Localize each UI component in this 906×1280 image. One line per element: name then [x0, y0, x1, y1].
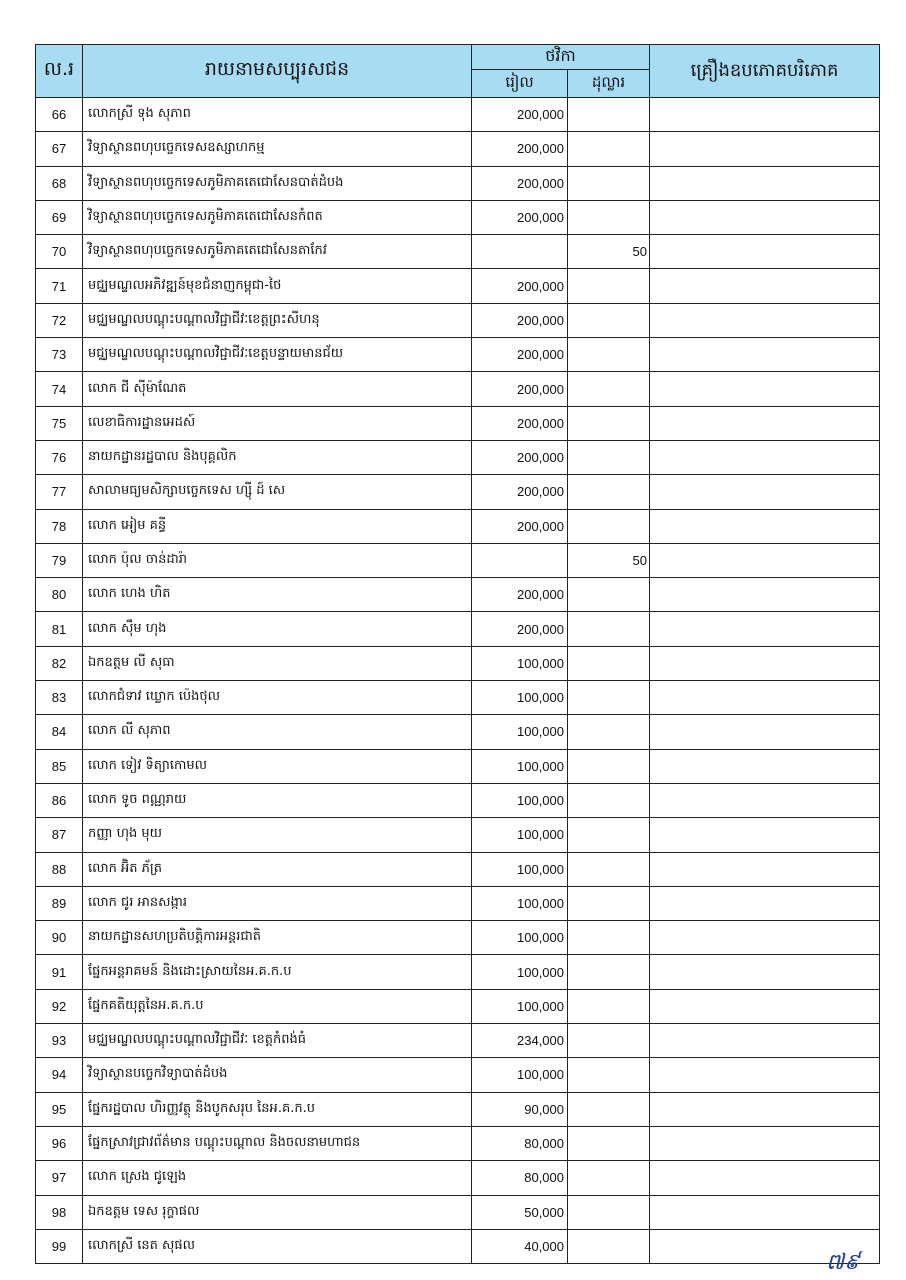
table-row [36, 989, 880, 1023]
row-number: 83 [36, 681, 83, 715]
row-number: 77 [36, 475, 83, 509]
row-number: 85 [36, 749, 83, 783]
row-number: 84 [36, 715, 83, 749]
table-row [36, 612, 880, 646]
donor-name: កញ្ញា ហុង មុយ [83, 818, 472, 852]
amount-riel: 200,000 [472, 440, 568, 474]
donor-name: មជ្ឈមណ្ឌលបណ្តុះបណ្តាលវិជ្ជាជីវៈខេត្តបន្ទាយមានជ័យ [83, 338, 472, 372]
amount-dollar [568, 200, 650, 234]
materials-cell [650, 372, 880, 406]
materials-cell [650, 1126, 880, 1160]
materials-cell [650, 578, 880, 612]
row-number: 81 [36, 612, 83, 646]
table-row [36, 372, 880, 406]
materials-cell [650, 1195, 880, 1229]
materials-cell [650, 783, 880, 817]
amount-riel: 234,000 [472, 1024, 568, 1058]
donor-name: សាលាមធ្យមសិក្សាបច្ចេកទេស ហ្ស៊ី ដ៍ សេ [83, 475, 472, 509]
materials-cell [650, 303, 880, 337]
materials-cell [650, 98, 880, 132]
amount-dollar [568, 475, 650, 509]
table-row [36, 338, 880, 372]
amount-dollar [568, 372, 650, 406]
amount-riel [472, 235, 568, 269]
donor-name: លោក ហេង ហិត [83, 578, 472, 612]
table-row [36, 1024, 880, 1058]
row-number: 97 [36, 1161, 83, 1195]
materials-cell [650, 235, 880, 269]
donor-table [35, 44, 880, 1264]
row-number: 70 [36, 235, 83, 269]
table-row [36, 406, 880, 440]
amount-dollar [568, 509, 650, 543]
row-number: 82 [36, 646, 83, 680]
row-number: 71 [36, 269, 83, 303]
row-number: 89 [36, 886, 83, 920]
row-number: 69 [36, 200, 83, 234]
materials-cell [650, 132, 880, 166]
amount-dollar [568, 818, 650, 852]
table-row [36, 303, 880, 337]
amount-riel: 50,000 [472, 1195, 568, 1229]
amount-dollar [568, 406, 650, 440]
amount-dollar [568, 166, 650, 200]
amount-riel: 200,000 [472, 509, 568, 543]
amount-dollar [568, 783, 650, 817]
header-dollar: ដុល្លារ [568, 70, 650, 98]
donor-name: មជ្ឈមណ្ឌលបណ្តុះបណ្តាលវិជ្ជាជីវៈ ខេត្តកំពង់ធំ [83, 1024, 472, 1058]
amount-dollar [568, 852, 650, 886]
amount-riel: 200,000 [472, 303, 568, 337]
donor-name: ផ្នែកអន្តរាគមន៍ និងដោះស្រាយនៃអ.គ.ក.ប [83, 955, 472, 989]
amount-dollar [568, 921, 650, 955]
row-number: 79 [36, 543, 83, 577]
row-number: 78 [36, 509, 83, 543]
donor-name: លោក ប៉ុល ចាន់ដារ៉ា [83, 543, 472, 577]
materials-cell [650, 818, 880, 852]
donor-name: លោក ស៊ឹម ហុង [83, 612, 472, 646]
amount-dollar [568, 646, 650, 680]
amount-riel: 200,000 [472, 578, 568, 612]
row-number: 90 [36, 921, 83, 955]
donor-name: លោក ទៀវ ទិត្យាកោមល [83, 749, 472, 783]
row-number: 66 [36, 98, 83, 132]
table-row [36, 715, 880, 749]
table-row [36, 1058, 880, 1092]
donor-name: លោក ជូរ អានសង្ការ [83, 886, 472, 920]
amount-dollar [568, 1229, 650, 1263]
amount-riel: 100,000 [472, 989, 568, 1023]
materials-cell [650, 200, 880, 234]
row-number: 96 [36, 1126, 83, 1160]
amount-riel: 200,000 [472, 406, 568, 440]
donor-name: វិទ្យាស្ថានបច្ចេកវិទ្យាបាត់ដំបង [83, 1058, 472, 1092]
materials-cell [650, 1161, 880, 1195]
amount-riel: 200,000 [472, 612, 568, 646]
donor-name: ផ្នែកគតិយុត្តនៃអ.គ.ក.ប [83, 989, 472, 1023]
table-row [36, 852, 880, 886]
donor-name: ឯកឧត្តម ទេស រុក្ខាផល [83, 1195, 472, 1229]
table-row [36, 166, 880, 200]
donor-name: វិទ្យាស្ថានពហុបច្ចេកទេសឧស្សាហកម្ម [83, 132, 472, 166]
materials-cell [650, 509, 880, 543]
header-cash: ថវិកា [472, 45, 650, 70]
materials-cell [650, 612, 880, 646]
donor-name: នាយកដ្ឋានសហប្រតិបត្តិការអន្តរជាតិ [83, 921, 472, 955]
table-row [36, 1161, 880, 1195]
row-number: 88 [36, 852, 83, 886]
header-number: ល.រ [36, 45, 83, 98]
amount-dollar [568, 1126, 650, 1160]
row-number: 87 [36, 818, 83, 852]
amount-riel: 80,000 [472, 1161, 568, 1195]
materials-cell [650, 715, 880, 749]
header-donor-name: រាយនាមសប្បុរសជន [83, 45, 472, 98]
table-row [36, 749, 880, 783]
row-number: 76 [36, 440, 83, 474]
row-number: 91 [36, 955, 83, 989]
row-number: 94 [36, 1058, 83, 1092]
table-row [36, 98, 880, 132]
donor-name: លោកស្រី ទុង សុភាព [83, 98, 472, 132]
table-row [36, 1195, 880, 1229]
table-row [36, 475, 880, 509]
donor-name: លេខាធិការដ្ឋានអេដស៍ [83, 406, 472, 440]
handwritten-page-number: ៧៩ [826, 1250, 860, 1275]
amount-dollar: 50 [568, 543, 650, 577]
amount-riel: 100,000 [472, 886, 568, 920]
amount-dollar [568, 98, 650, 132]
amount-dollar [568, 578, 650, 612]
donor-name: លោក លី សុភាព [83, 715, 472, 749]
amount-dollar [568, 886, 650, 920]
row-number: 93 [36, 1024, 83, 1058]
donor-name: លោកជំទាវ ឃ្លោក ប៉េងថុល [83, 681, 472, 715]
materials-cell [650, 921, 880, 955]
row-number: 74 [36, 372, 83, 406]
materials-cell [650, 269, 880, 303]
amount-dollar [568, 1161, 650, 1195]
table-row [36, 681, 880, 715]
row-number: 68 [36, 166, 83, 200]
materials-cell [650, 406, 880, 440]
amount-dollar [568, 1195, 650, 1229]
materials-cell [650, 989, 880, 1023]
amount-riel: 100,000 [472, 646, 568, 680]
amount-riel: 80,000 [472, 1126, 568, 1160]
amount-riel: 100,000 [472, 852, 568, 886]
amount-riel: 200,000 [472, 98, 568, 132]
amount-riel: 100,000 [472, 749, 568, 783]
materials-cell [650, 681, 880, 715]
table-row [36, 578, 880, 612]
donor-name: ផ្នែករដ្ឋបាល ហិរញ្ញវត្ថុ និងបូកសរុប នៃអ.គ.ក.ប [83, 1092, 472, 1126]
donor-name: វិទ្យាស្ថានពហុបច្ចេកទេសភូមិភាគតេជោសែនតាកែវ [83, 235, 472, 269]
row-number: 98 [36, 1195, 83, 1229]
table-row [36, 235, 880, 269]
amount-riel: 100,000 [472, 681, 568, 715]
materials-cell [650, 646, 880, 680]
materials-cell [650, 749, 880, 783]
row-number: 99 [36, 1229, 83, 1263]
amount-dollar [568, 338, 650, 372]
row-number: 80 [36, 578, 83, 612]
amount-dollar [568, 612, 650, 646]
table-row [36, 1229, 880, 1263]
materials-cell [650, 338, 880, 372]
amount-riel: 200,000 [472, 269, 568, 303]
amount-dollar [568, 440, 650, 474]
amount-riel: 200,000 [472, 166, 568, 200]
amount-riel: 40,000 [472, 1229, 568, 1263]
materials-cell [650, 1092, 880, 1126]
amount-dollar [568, 303, 650, 337]
amount-dollar [568, 269, 650, 303]
materials-cell [650, 543, 880, 577]
amount-riel: 200,000 [472, 372, 568, 406]
amount-riel: 100,000 [472, 715, 568, 749]
amount-dollar [568, 749, 650, 783]
materials-cell [650, 955, 880, 989]
donor-name: ឯកឧត្តម លី សុធា [83, 646, 472, 680]
header-materials: គ្រឿងឧបភោគបរិភោគ [650, 45, 880, 98]
table-row [36, 886, 880, 920]
materials-cell [650, 166, 880, 200]
amount-dollar [568, 955, 650, 989]
table-row [36, 921, 880, 955]
amount-dollar [568, 989, 650, 1023]
amount-riel: 90,000 [472, 1092, 568, 1126]
table-row [36, 818, 880, 852]
amount-dollar [568, 715, 650, 749]
materials-cell [650, 1024, 880, 1058]
donor-name: ផ្នែកស្រាវជ្រាវព័ត៌មាន បណ្តុះបណ្តាល និងចលនាមហាជន [83, 1126, 472, 1160]
amount-riel: 200,000 [472, 475, 568, 509]
donor-name: វិទ្យាស្ថានពហុបច្ចេកទេសភូមិភាគតេជោសែនកំពត [83, 200, 472, 234]
row-number: 86 [36, 783, 83, 817]
amount-dollar [568, 1024, 650, 1058]
amount-riel: 100,000 [472, 1058, 568, 1092]
table-row [36, 269, 880, 303]
table-header [36, 45, 880, 98]
table-row [36, 200, 880, 234]
table-row [36, 1092, 880, 1126]
donor-name: វិទ្យាស្ថានពហុបច្ចេកទេសភូមិភាគតេជោសែនបាត់ដំបង [83, 166, 472, 200]
materials-cell [650, 852, 880, 886]
amount-dollar [568, 132, 650, 166]
row-number: 92 [36, 989, 83, 1023]
amount-riel: 200,000 [472, 338, 568, 372]
row-number: 75 [36, 406, 83, 440]
amount-dollar [568, 1058, 650, 1092]
donor-name: លោក ទូច ពណ្ណរាយ [83, 783, 472, 817]
amount-dollar [568, 681, 650, 715]
table-row [36, 783, 880, 817]
donor-name: មជ្ឈមណ្ឌលអភិវឌ្ឍន៍មុខជំនាញកម្ពុជា-ថៃ [83, 269, 472, 303]
materials-cell [650, 886, 880, 920]
row-number: 67 [36, 132, 83, 166]
materials-cell [650, 1058, 880, 1092]
amount-dollar [568, 1092, 650, 1126]
row-number: 72 [36, 303, 83, 337]
row-number: 73 [36, 338, 83, 372]
row-number: 95 [36, 1092, 83, 1126]
table-row [36, 955, 880, 989]
donor-name: លោក ជី ស៊ីម៉ាណែត [83, 372, 472, 406]
table-row [36, 543, 880, 577]
table-row [36, 1126, 880, 1160]
table-row [36, 440, 880, 474]
amount-riel: 100,000 [472, 921, 568, 955]
materials-cell [650, 475, 880, 509]
donor-name: នាយកដ្ឋានរដ្ឋបាល និងបុគ្គលិក [83, 440, 472, 474]
table-row [36, 646, 880, 680]
amount-riel: 100,000 [472, 955, 568, 989]
amount-riel: 100,000 [472, 818, 568, 852]
amount-riel: 200,000 [472, 200, 568, 234]
amount-riel [472, 543, 568, 577]
donor-name: លោកស្រី នេត សុផល [83, 1229, 472, 1263]
table-body [36, 98, 880, 1264]
donor-name: លោក ស្រេង ជូឡេង [83, 1161, 472, 1195]
table-row [36, 132, 880, 166]
table-row [36, 509, 880, 543]
amount-dollar: 50 [568, 235, 650, 269]
amount-riel: 200,000 [472, 132, 568, 166]
materials-cell [650, 440, 880, 474]
header-riel: រៀល [472, 70, 568, 98]
donor-name: លោក អៀម គន្ធី [83, 509, 472, 543]
amount-riel: 100,000 [472, 783, 568, 817]
donor-name: មជ្ឈមណ្ឌលបណ្តុះបណ្តាលវិជ្ជាជីវៈខេត្តព្រះសីហនុ [83, 303, 472, 337]
donor-name: លោក អ៊ិត ភ័ត្រ [83, 852, 472, 886]
